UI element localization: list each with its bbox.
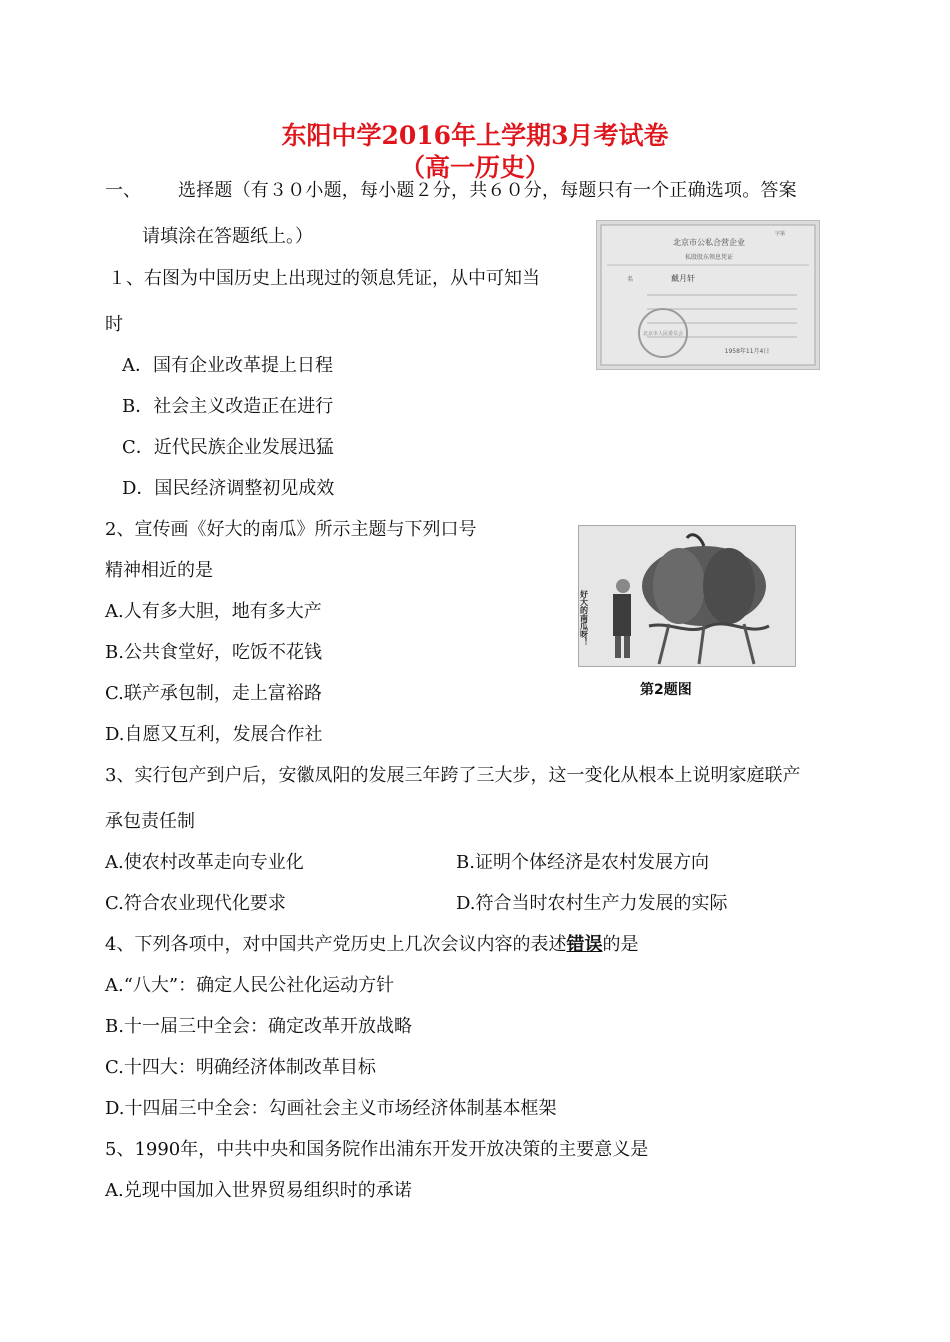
- q4-option-c[interactable]: C.十四大：明确经济体制改革目标: [105, 1057, 376, 1078]
- q1-option-d[interactable]: D．国民经济调整初见成效: [122, 478, 335, 499]
- section-number: 一、: [105, 180, 141, 201]
- exam-title: 东阳中学2016年上学期3月考试卷: [281, 121, 669, 150]
- section-instruction-cont: 请填涂在答题纸上。）: [142, 226, 313, 247]
- q4-emphasis: 错误: [566, 934, 603, 955]
- pumpkin-poster-graphic: [579, 526, 795, 666]
- q2-figure-caption: 第2题图: [640, 682, 692, 698]
- q5-option-a[interactable]: A.兑现中国加入世界贸易组织时的承诺: [105, 1180, 412, 1201]
- certificate-serial: 字第: [775, 231, 786, 237]
- section-instruction: 选择题（有３０小题，每小题２分，共６０分，每题只有一个正确选项。答案: [178, 180, 797, 201]
- q4-option-a[interactable]: A.“八大”：确定人民公社化运动方针: [105, 975, 395, 996]
- q1-option-a[interactable]: A．国有企业改革提上日程: [122, 355, 333, 376]
- q4-stem-end: 的是: [602, 934, 639, 955]
- certificate-stamp: 北京市人民委员会: [642, 331, 684, 337]
- q3-option-b[interactable]: B.证明个体经济是农村发展方向: [456, 852, 709, 873]
- q3-stem: 3、实行包产到户后，安徽凤阳的发展三年跨了三大步，这一变化从根本上说明家庭联产: [105, 765, 801, 786]
- pumpkin-poster-image: [578, 525, 796, 667]
- poster-vertical-text: [580, 589, 589, 646]
- certificate-subheader: 私股股东领息凭证: [684, 254, 734, 261]
- q4-option-d[interactable]: D.十四届三中全会：勾画社会主义市场经济体制基本框架: [105, 1098, 557, 1119]
- farmer-body-icon: [613, 594, 631, 636]
- q3-option-d[interactable]: D.符合当时农村生产力发展的实际: [456, 893, 728, 914]
- q1-option-b[interactable]: B．社会主义改造正在进行: [122, 396, 334, 417]
- q3-option-c[interactable]: C.符合农业现代化要求: [105, 893, 286, 914]
- q2-option-c[interactable]: C.联产承包制，走上富裕路: [105, 683, 322, 704]
- farmer-head-icon: [616, 579, 630, 593]
- q4-stem: [105, 934, 638, 956]
- q1-stem-cont: 时: [105, 314, 123, 335]
- q4-stem-text: 4、下列各项中，对中国共产党历史上几次会议内容的表述: [105, 934, 567, 955]
- dividend-certificate-image: [596, 220, 820, 370]
- certificate-graphic: [597, 221, 819, 369]
- q2-stem-cont: 精神相近的是: [105, 560, 213, 581]
- q1-option-c[interactable]: C．近代民族企业发展迅猛: [122, 437, 334, 458]
- q4-option-b[interactable]: B.十一届三中全会：确定改革开放战略: [105, 1016, 412, 1037]
- certificate-name: 戴月轩: [671, 274, 695, 283]
- exam-subtitle: （高一历史）: [399, 153, 550, 182]
- q3-option-a[interactable]: A.使农村改革走向专业化: [105, 852, 304, 873]
- poster-caption: 好大的南瓜呀！: [579, 590, 589, 646]
- q2-option-a[interactable]: A.人有多大胆，地有多大产: [105, 601, 322, 622]
- q2-option-d[interactable]: D.自愿又互利，发展合作社: [105, 724, 323, 745]
- q2-option-b[interactable]: B.公共食堂好，吃饭不花钱: [105, 642, 322, 663]
- certificate-header: 北京市公私合营企业: [673, 238, 745, 247]
- q1-stem: １、右图为中国历史上出现过的领息凭证，从中可知当: [108, 268, 540, 289]
- certificate-date: 1958年11月4日: [724, 348, 770, 355]
- certificate-name-label: 名: [627, 276, 634, 283]
- q2-stem: 2、宣传画《好大的南瓜》所示主题与下列口号: [105, 519, 477, 540]
- q5-stem: 5、1990年，中共中央和国务院作出浦东开发开放决策的主要意义是: [105, 1139, 649, 1160]
- q3-stem-cont: 承包责任制: [105, 811, 195, 832]
